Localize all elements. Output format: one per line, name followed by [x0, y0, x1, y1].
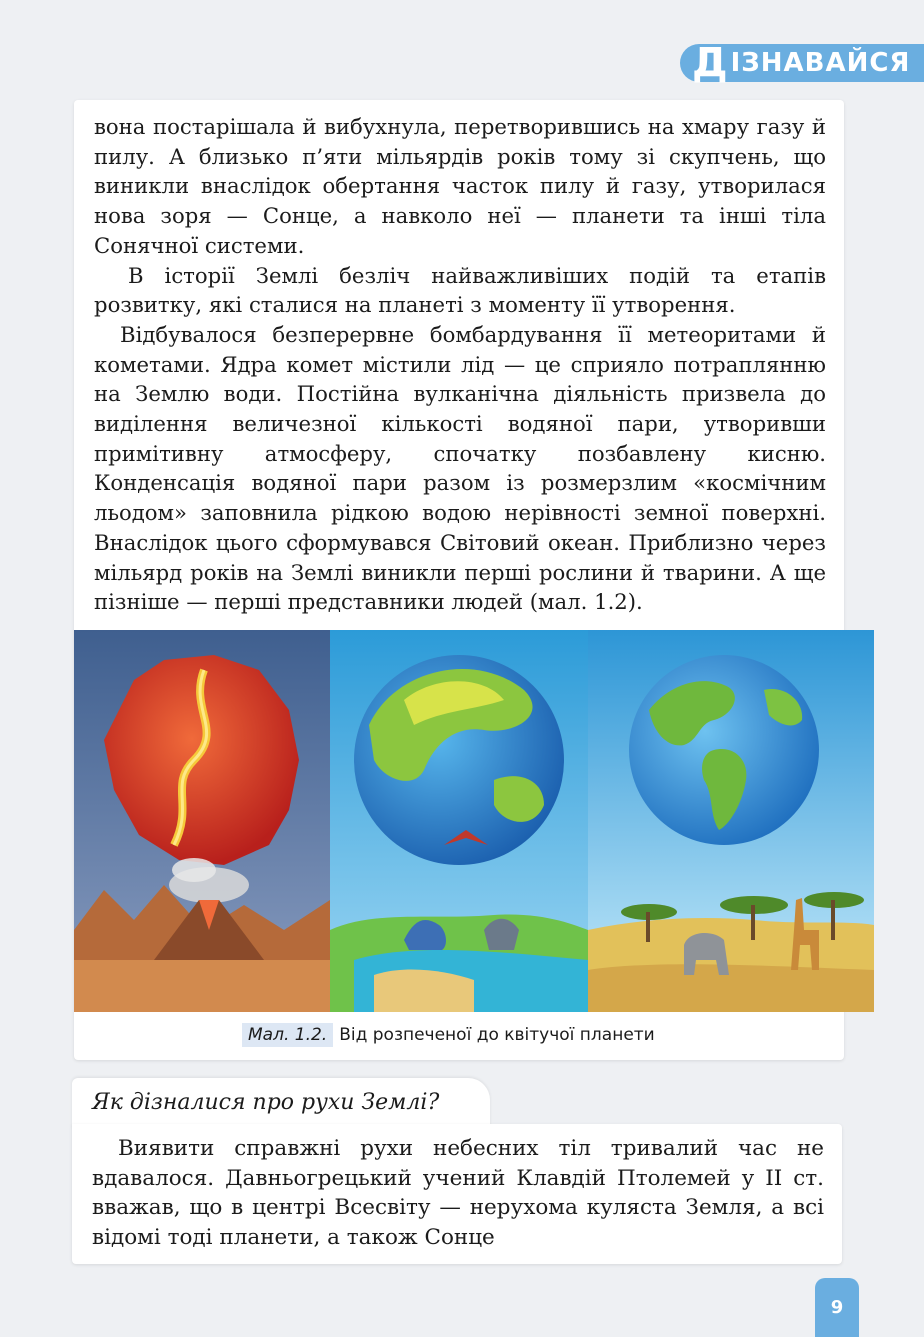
body-text — [94, 112, 826, 617]
page-number: 9 — [815, 1278, 859, 1337]
section-tab-initial: Д — [692, 40, 729, 86]
paragraph-1: вона постарішала й вибухнула, перетворившись на хмару газу й пилу. А близько п’яти мільярдів років тому зі скупчень, що виникли внаслідок обертання часток пилу й газу, утворилася нова зоря — Сонце, а навколо неї — планети та інші тіла Сонячної системи. — [94, 114, 826, 258]
hot-planet-panel — [74, 630, 330, 1012]
caption-label: Мал. 1.2. — [242, 1023, 333, 1047]
subheading-tab — [72, 1078, 490, 1128]
figure-planet-evolution — [74, 630, 874, 1012]
section-tab-label: ІЗНАВАЙСЯ — [730, 48, 911, 78]
content-card — [74, 100, 844, 1060]
content-card-bottom — [72, 1124, 842, 1264]
planet-evolution-illustration — [74, 630, 874, 1012]
paragraph-3: Відбувалося безперервне бомбардування її метеоритами й кометами. Ядра комет містили лід — це сприяло потраплянню на Землю води. Постійна вулканічна діяльність призвела до виділення величезної кількості водяної пари, утворивши примітивну атмосферу, спочатку позбавлену кисню. Конденсація водяної пари разом із розмерзлим «космічним льодом» заповнила рідкою водою нерівності земної поверхні. Внаслідок цього сформувався Світовий океан. Приблизно через мільярд років на Землі виникли перші рослини й тварини. А ще пізніше — перші представники людей (мал. 1.2). — [94, 321, 826, 615]
paragraph-2: В історії Землі безліч найважливіших подій та етапів розвитку, які сталися на планеті з моменту її утворення. — [94, 262, 826, 318]
body-text-bottom — [92, 1134, 824, 1253]
ocean-planet-panel — [330, 630, 588, 1012]
paragraph-4: Виявити справжні рухи небесних тіл тривалий час не вдавалося. Давньогрецький учений Клавдій Птолемей у ІІ ст. вважав, що в центрі Всесвіту — нерухома куляста Земля, а всі відомі тоді планети, а також Сонце — [92, 1136, 824, 1251]
caption-text: Від розпеченої до квітучої планети — [339, 1025, 655, 1045]
figure-caption — [242, 1020, 655, 1050]
section-tab — [680, 40, 924, 86]
modern-earth-panel — [588, 630, 874, 1012]
subheading: Як дізналися про рухи Землі? — [92, 1090, 440, 1115]
